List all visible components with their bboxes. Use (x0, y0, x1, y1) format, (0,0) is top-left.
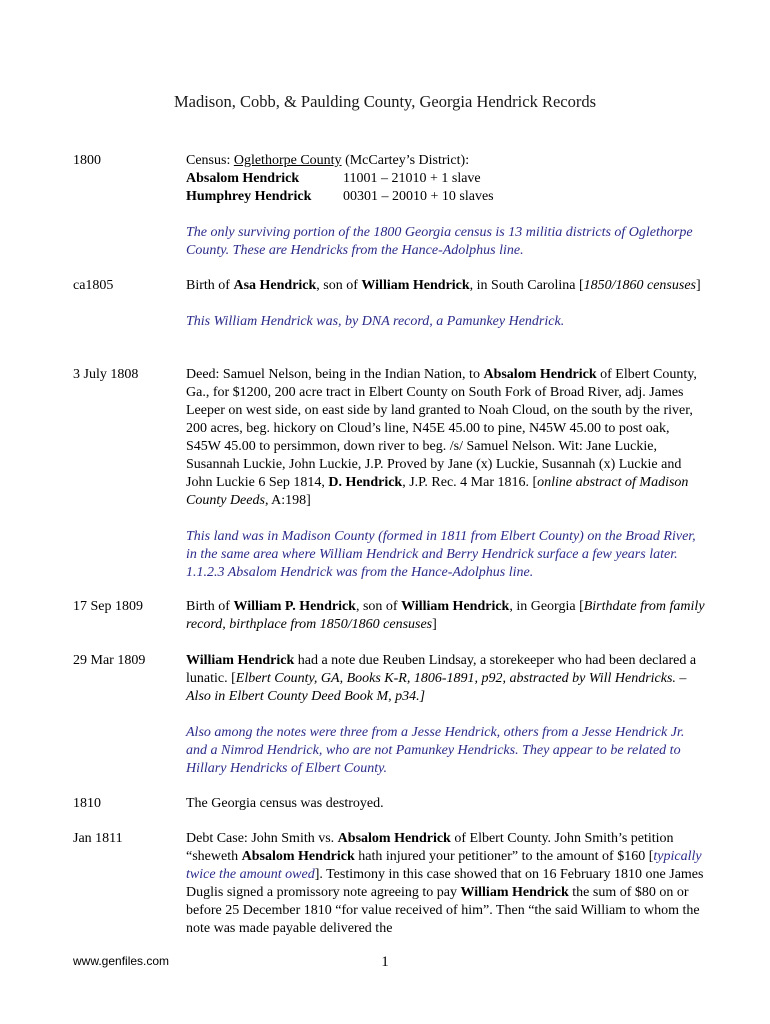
entry-note: This land was in Madison County (formed in 1811 from Elbert County) on the Broad River, in the same area where William Hendrick and Berry Hendrick surface a few years later. 1.1.2.3 Absalom Hendrick was from the Hance-Adolphus line. (186, 529, 696, 580)
text-run: ] (432, 617, 437, 632)
census-person-row (186, 170, 706, 188)
person-name: William Hendrick (361, 278, 470, 293)
text-run: the sum of $80 on or before 25 December 1810 “for value received of him”. Then “the said William to whom the note was made payable delivered the (186, 885, 700, 936)
text-run: ] (696, 278, 701, 293)
text-run: hath injured your petitioner” to the amount of $160 [ (354, 849, 654, 864)
person-data: 00301 – 20010 + 10 slaves (343, 189, 494, 204)
census-district: (McCartey’s District): (345, 153, 470, 168)
source-citation: 1850/1860 censuses (583, 278, 696, 293)
entry-date: 17 Sep 1809 (73, 599, 143, 614)
person-data: 11001 – 21010 + 1 slave (343, 171, 481, 186)
census-person-row (186, 188, 706, 206)
person-name: William P. Hendrick (233, 599, 356, 614)
text-run: ]. Testimony in this case showed that on 16 February 1810 one James Duglis signed a promissory note agreeing to pay (186, 867, 704, 900)
page-title: Madison, Cobb, & Paulding County, Georgia Hendrick Records (173, 92, 597, 111)
entry-note: The only surviving portion of the 1800 Georgia census is 13 militia districts of Oglethorpe County. These are Hendricks from the Hance-Adolphus line. (186, 225, 693, 258)
footer-website: www.genfiles.com (73, 954, 170, 968)
person-name: William Hendrick (460, 885, 569, 900)
entry-date: ca1805 (73, 278, 114, 293)
entry-body (186, 366, 706, 582)
person-name: D. Hendrick (328, 475, 403, 490)
entry-note: This William Hendrick was, by DNA record, a Pamunkey Hendrick. (186, 314, 565, 329)
entry-body (186, 795, 706, 813)
text-run: Birth of (186, 599, 234, 614)
page-number: 1 (381, 954, 389, 970)
text-run: , J.P. Rec. 4 Mar 1816. [ (402, 475, 538, 490)
source-citation: Elbert County, GA, Books K-R, 1806-1891, p92, abstracted by Will Hendricks. – Also in Elbert County Deed Book M, p34.] (186, 671, 687, 704)
text-run: , son of (355, 599, 402, 614)
census-county: Oglethorpe County (233, 153, 342, 168)
text-run: had a note due Reuben Lindsay, a storekeeper who had been declared a lunatic. [ (186, 653, 697, 686)
person-name: Absalom Hendrick (483, 367, 597, 382)
person-name: William Hendrick (186, 653, 295, 668)
person-name: Absalom Hendrick (186, 171, 300, 186)
text-run: , in South Carolina [ (469, 278, 584, 293)
text-run: Debt Case: John Smith vs. (186, 831, 338, 846)
entry-body (186, 152, 706, 260)
entry-date: 1810 (73, 796, 101, 811)
entry-date: 1800 (73, 153, 101, 168)
person-name: William Hendrick (401, 599, 510, 614)
text-run: , in Georgia [ (509, 599, 584, 614)
text-run: Birth of (186, 278, 234, 293)
census-label: Census: (186, 153, 231, 168)
entry-body (186, 277, 706, 331)
text-run: of Elbert County, Ga., for $1200, 200 acre tract in Elbert County on South Fork of Broad River, adj. James Leeper on west side, on east side by land granted to Noah Cloud, on the south by the river, 200 acres, beg. hickory on Cloud’s line, N45E 45.00 to pine, N45W 45.00 to post oak, S45W 45.00 to persimmon, down river to beg. /s/ Samuel Nelson. Wit: Jane Luckie, Susannah Luckie, John Luckie, J.P. Proved by Jane (x) Luckie, Susannah (x) Luckie and John Luckie 6 Sep 1814, (186, 367, 697, 490)
editorial-note: typically twice the amount owed (186, 849, 702, 882)
source-citation: online abstract of Madison County Deeds (186, 475, 689, 508)
text-run: , son of (316, 278, 362, 293)
entry-body (186, 598, 706, 634)
entry-text: The Georgia census was destroyed. (186, 796, 384, 811)
entry-body (186, 830, 706, 938)
person-name: Humphrey Hendrick (186, 189, 312, 204)
person-name: Absalom Hendrick (241, 849, 355, 864)
person-name: Asa Hendrick (233, 278, 317, 293)
text-run: , A:198] (264, 493, 311, 508)
entry-date: 3 July 1808 (73, 367, 139, 382)
source-citation: Birthdate from family record, birthplace from 1850/1860 censuses (186, 599, 705, 632)
text-run: Deed: Samuel Nelson, being in the Indian Nation, to (186, 367, 484, 382)
text-run: of Elbert County. John Smith’s petition “sheweth (186, 831, 674, 864)
entry-date: Jan 1811 (73, 831, 123, 846)
person-name: Absalom Hendrick (337, 831, 451, 846)
entry-body (186, 652, 706, 778)
entry-date: 29 Mar 1809 (73, 653, 146, 668)
entry-note: Also among the notes were three from a Jesse Hendrick, others from a Jesse Hendrick Jr. and a Nimrod Hendrick, who are not Pamunkey Hendricks. They appear to be related to Hillary Hendricks of Elbert County. (186, 725, 685, 776)
